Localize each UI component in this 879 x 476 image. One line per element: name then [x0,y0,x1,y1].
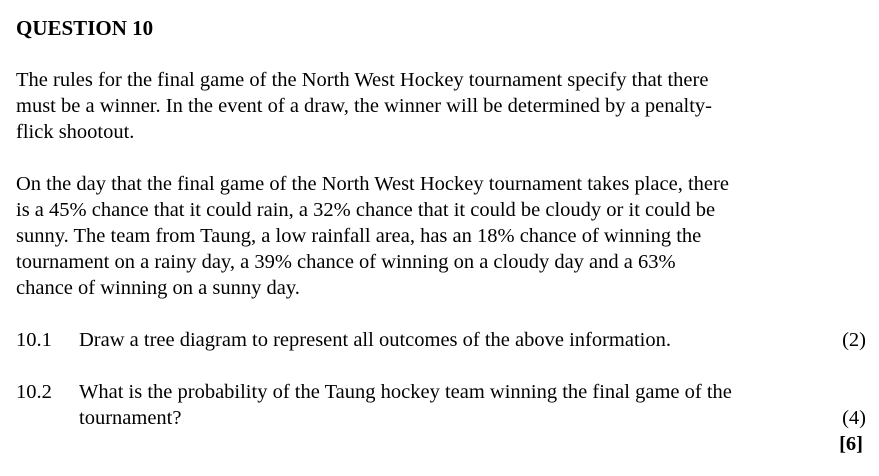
question-text [79,379,819,431]
context-paragraph [16,171,816,301]
question-line: What is the probability of the Taung hockey team winning the final game of the [79,381,732,403]
paragraph-line: sunny. The team from Taung, a low rainfall area, has an 18% chance of winning the [16,225,702,247]
question-text [79,327,819,353]
paragraph-line: chance of winning on a sunny day. [16,277,300,299]
question-10-1 [16,327,866,353]
question-number: 10.2 [16,381,52,403]
question-line: Draw a tree diagram to represent all outcomes of the above information. [79,329,671,351]
paragraph-line: is a 45% chance that it could rain, a 32% chance that it could be cloudy or it could be [16,199,716,221]
question-marks: (2) [842,329,866,351]
paragraph-line: tournament on a rainy day, a 39% chance of winning on a cloudy day and a 63% [16,251,676,273]
question-number: 10.1 [16,329,52,351]
total-marks: [6] [839,433,863,455]
question-marks: (4) [842,407,866,429]
question-10-2 [16,379,866,457]
paragraph-line: flick shootout. [16,121,135,143]
intro-paragraph [16,67,816,145]
question-heading: QUESTION 10 [16,16,154,40]
paragraph-line: must be a winner. In the event of a draw, the winner will be determined by a penalty- [16,95,713,117]
question-line: tournament? [79,407,182,429]
paragraph-line: On the day that the final game of the North West Hockey tournament takes place, there [16,173,729,195]
paragraph-line: The rules for the final game of the North West Hockey tournament specify that there [16,69,709,91]
